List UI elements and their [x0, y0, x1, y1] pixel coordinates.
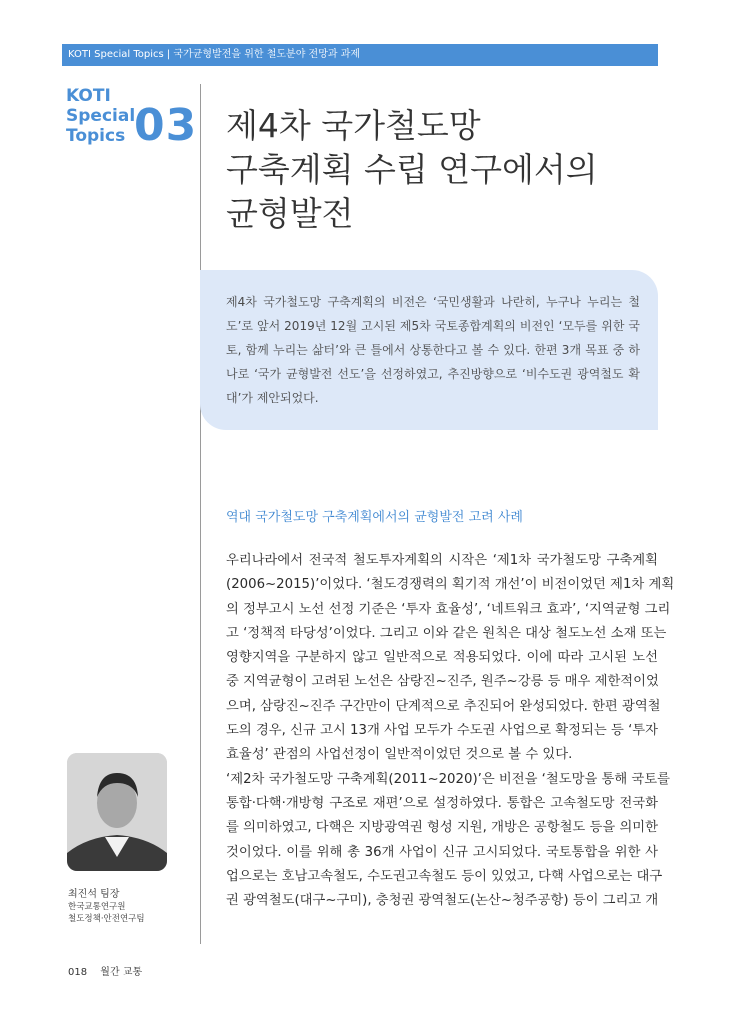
page-footer: [68, 963, 142, 978]
title-line-3: 균형발전: [226, 194, 354, 233]
body-line: 것이었다. 이를 위해 총 36개 사업이 신규 고시되었다. 국토통합을 위한 사: [226, 844, 658, 860]
title-line-1: 제4차 국가철도망: [226, 106, 481, 145]
body-line: 중 지역균형이 고려된 노선은 삼랑진~진주, 원주~강릉 등 매우 제한적이었: [226, 674, 659, 690]
section-heading: 역대 국가철도망 구축계획에서의 균형발전 고려 사례: [226, 510, 523, 525]
body-line: 업으로는 호남고속철도, 수도권고속철도 등이 있었고, 다핵 사업으로는 대구: [226, 868, 663, 884]
running-header: KOTI Special Topics | 국가균형발전을 위한 철도분야 전망과 과제: [62, 44, 658, 66]
author-info: [68, 888, 145, 925]
magazine-name: 월간 교통: [100, 967, 143, 978]
body-line: ‘제2차 국가철도망 구축계획(2011~2020)’은 비전을 ‘철도망을 통해 국토를: [226, 771, 670, 787]
logo-line-special: Special: [66, 106, 136, 126]
summary-text: 제4차 국가철도망 구축계획의 비전은 ‘국민생활과 나란히, 누구나 누리는 철도’로 앞서 2019년 12월 고시된 제5차 국토종합계획의 비전인 ‘모두를 위한 국토, 함께 누리는 삶터’와 큰 틀에서 상통한다고 볼 수 있다. 한편 3개 목표 중 하나로 ‘국가 균형발전 선도’을 선정하였고, 추진방향으로 ‘비수도권 광역철도 확대’가 제안되었다.: [226, 295, 640, 405]
author-org: 한국교통연구원: [68, 902, 126, 912]
body-line: 권 광역철도(대구~구미), 충청권 광역철도(논산~청주공항) 등이 그리고 개: [226, 893, 659, 909]
body-line: 으며, 삼랑진~진주 구간만이 단계적으로 추진되어 완성되었다. 한편 광역철: [226, 698, 661, 714]
title-line-2: 구축계획 수립 연구에서의: [226, 150, 598, 189]
vertical-divider: [200, 84, 201, 944]
topic-number: 03: [134, 100, 198, 151]
author-team: 철도정책·안전연구팀: [68, 914, 145, 924]
body-line: 도의 경우, 신규 고시 13개 사업 모두가 수도권 사업으로 확정되는 등 ‘투자: [226, 723, 658, 739]
author-photo: [67, 753, 167, 871]
body-line: (2006~2015)’이었다. ‘철도경쟁력의 획기적 개선’이 비전이었던 제1차 계획: [226, 577, 675, 593]
author-portrait-image: [67, 753, 167, 871]
body-line: 통합·다핵·개방형 구조로 재편’으로 설정하였다. 통합은 고속철도망 전국화: [226, 795, 658, 811]
logo-line-koti: KOTI: [66, 86, 111, 106]
body-line: 효율성’ 관점의 사업선정이 일반적이었던 것으로 볼 수 있다.: [226, 747, 573, 763]
page-number: 018: [68, 967, 88, 978]
body-line: 고 ‘정책적 타당성’이었다. 그리고 이와 같은 원칙은 대상 철도노선 소재 또는: [226, 625, 667, 641]
body-line: 우리나라에서 전국적 철도투자계획의 시작은 ‘제1차 국가철도망 구축계획: [226, 553, 658, 568]
summary-box: [200, 270, 658, 430]
author-name: 최진석 팀장: [68, 889, 120, 900]
article-title: [226, 104, 666, 236]
body-line: 의 정부고시 노선 선정 기준은 ‘투자 효율성’, ‘네트워크 효과’, ‘지역균형 그리: [226, 601, 671, 617]
body-line: 를 의미하였고, 다핵은 지방광역권 형성 지원, 개방은 공항철도 등을 의미한: [226, 820, 658, 836]
logo-line-topics: Topics: [66, 126, 126, 146]
body-text: [226, 549, 675, 913]
body-line: 영향지역을 구분하지 않고 일반적으로 적용되었다. 이에 따라 고시된 노선: [226, 650, 658, 666]
koti-special-topics-logo: [66, 86, 198, 151]
